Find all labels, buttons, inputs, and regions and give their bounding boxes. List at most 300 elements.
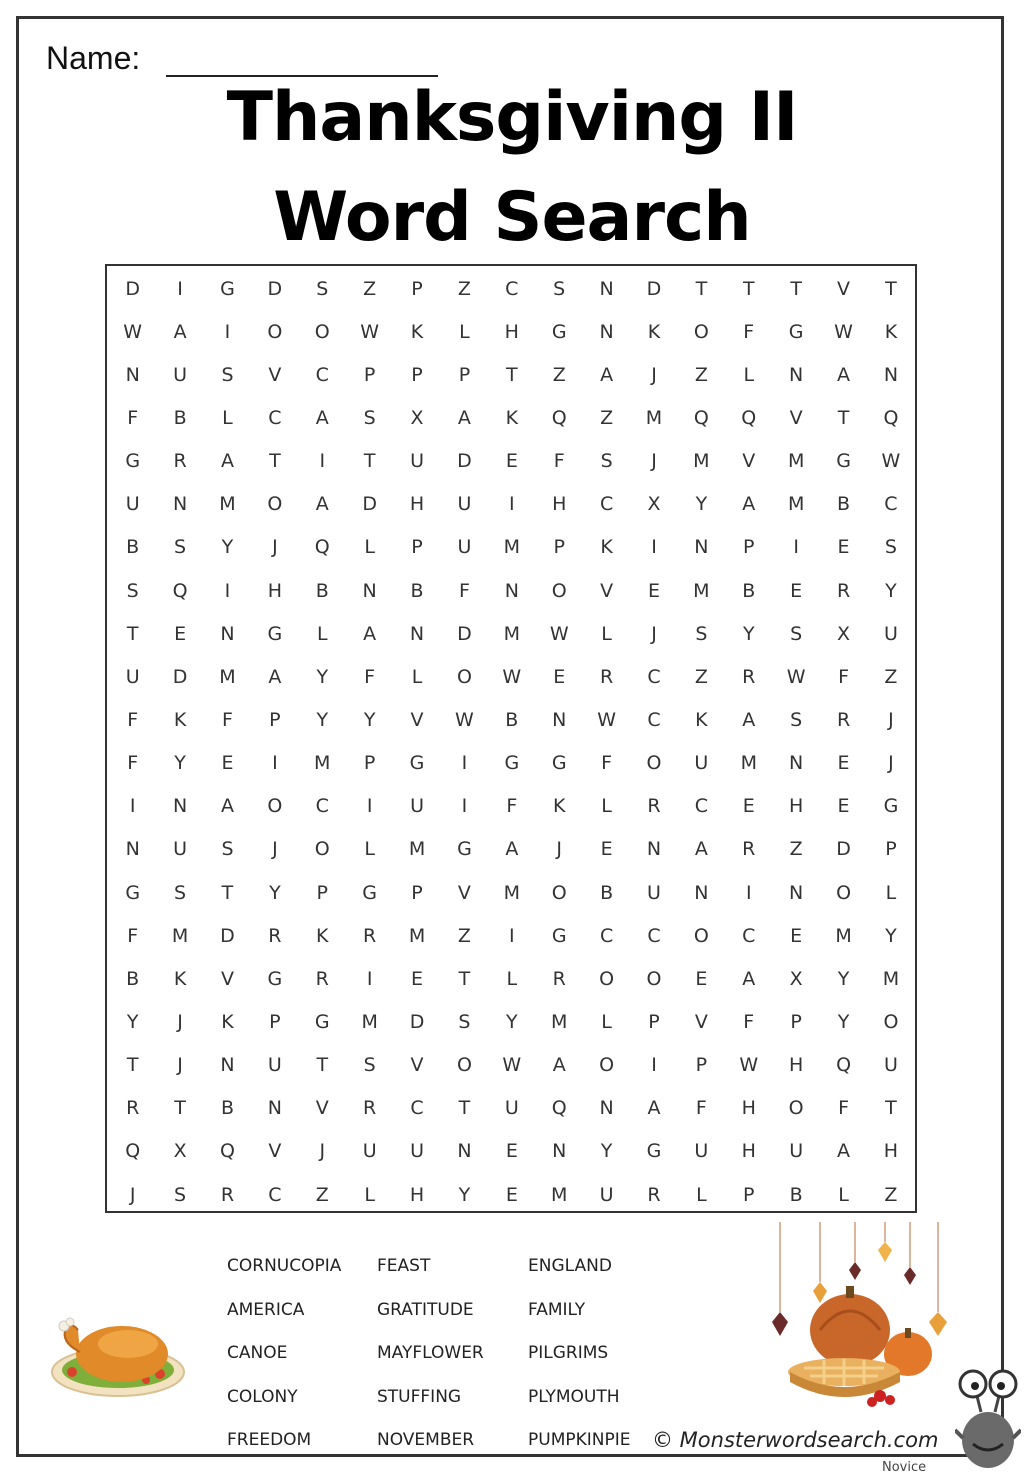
grid-letter[interactable]: Z bbox=[884, 665, 898, 688]
grid-letter[interactable]: R bbox=[742, 838, 756, 861]
grid-letter[interactable]: M bbox=[171, 924, 189, 947]
grid-letter[interactable]: G bbox=[220, 277, 235, 300]
grid-letter[interactable]: U bbox=[267, 1054, 282, 1077]
grid-letter[interactable]: Y bbox=[885, 924, 897, 947]
grid-letter[interactable]: U bbox=[647, 881, 661, 904]
grid-letter[interactable]: B bbox=[315, 579, 329, 602]
grid-letter[interactable]: R bbox=[363, 924, 377, 947]
grid-letter[interactable]: P bbox=[648, 1010, 660, 1033]
grid-letter[interactable]: E bbox=[553, 665, 566, 688]
grid-letter[interactable]: W bbox=[123, 320, 143, 343]
grid-letter[interactable]: J bbox=[888, 752, 894, 775]
grid-letter[interactable]: V bbox=[268, 363, 282, 386]
grid-letter[interactable]: R bbox=[363, 1097, 377, 1120]
grid-letter[interactable]: I bbox=[129, 795, 136, 818]
grid-letter[interactable]: Y bbox=[363, 708, 376, 731]
grid-letter[interactable]: K bbox=[173, 708, 187, 731]
grid-letter[interactable]: Y bbox=[126, 1010, 139, 1033]
grid-letter[interactable]: Q bbox=[693, 406, 709, 429]
grid-letter[interactable]: N bbox=[599, 277, 614, 300]
grid-letter[interactable]: G bbox=[125, 450, 141, 473]
grid-letter[interactable]: F bbox=[127, 406, 139, 429]
grid-letter[interactable]: K bbox=[505, 406, 519, 429]
grid-letter[interactable]: V bbox=[410, 708, 424, 731]
grid-letter[interactable]: U bbox=[362, 1140, 377, 1163]
grid-letter[interactable]: R bbox=[600, 665, 614, 688]
grid-letter[interactable]: S bbox=[126, 579, 139, 602]
grid-letter[interactable]: Q bbox=[836, 1054, 852, 1077]
grid-letter[interactable]: G bbox=[551, 924, 567, 947]
grid-letter[interactable]: N bbox=[694, 881, 709, 904]
grid-letter[interactable]: X bbox=[837, 622, 851, 645]
grid-letter[interactable]: I bbox=[224, 579, 231, 602]
grid-letter[interactable]: R bbox=[647, 795, 661, 818]
grid-letter[interactable]: W bbox=[502, 1054, 522, 1077]
grid-letter[interactable]: H bbox=[409, 493, 425, 516]
grid-letter[interactable]: H bbox=[552, 493, 567, 516]
grid-letter[interactable]: S bbox=[174, 881, 187, 904]
grid-letter[interactable]: V bbox=[220, 967, 234, 990]
grid-letter[interactable]: N bbox=[125, 838, 140, 861]
grid-letter[interactable]: U bbox=[410, 450, 424, 473]
grid-letter[interactable]: E bbox=[505, 1140, 518, 1163]
grid-letter[interactable]: D bbox=[267, 277, 283, 300]
grid-letter[interactable]: L bbox=[316, 622, 328, 645]
grid-letter[interactable]: T bbox=[506, 363, 518, 386]
grid-letter[interactable]: I bbox=[319, 450, 326, 473]
grid-letter[interactable]: M bbox=[835, 924, 852, 947]
grid-letter[interactable]: X bbox=[410, 406, 424, 429]
grid-letter[interactable]: F bbox=[695, 1097, 707, 1120]
grid-letter[interactable]: N bbox=[599, 320, 614, 343]
grid-letter[interactable]: F bbox=[364, 665, 376, 688]
grid-letter[interactable]: O bbox=[267, 493, 283, 516]
grid-letter[interactable]: P bbox=[885, 838, 897, 861]
grid-letter[interactable]: Q bbox=[883, 406, 899, 429]
grid-letter[interactable]: N bbox=[267, 1097, 282, 1120]
grid-letter[interactable]: L bbox=[459, 320, 470, 343]
grid-letter[interactable]: U bbox=[694, 1140, 709, 1163]
grid-letter[interactable]: Y bbox=[221, 536, 234, 559]
grid-letter[interactable]: A bbox=[220, 450, 234, 473]
grid-letter[interactable]: W bbox=[786, 665, 806, 688]
grid-letter[interactable]: E bbox=[837, 752, 850, 775]
grid-letter[interactable]: D bbox=[220, 924, 235, 947]
grid-letter[interactable]: G bbox=[788, 320, 804, 343]
grid-letter[interactable]: P bbox=[269, 708, 281, 731]
grid-letter[interactable]: T bbox=[316, 1054, 329, 1077]
grid-letter[interactable]: D bbox=[172, 665, 188, 688]
grid-letter[interactable]: A bbox=[837, 1140, 851, 1163]
grid-letter[interactable]: O bbox=[267, 795, 283, 818]
grid-letter[interactable]: T bbox=[221, 881, 234, 904]
grid-letter[interactable]: K bbox=[410, 320, 424, 343]
grid-letter[interactable]: U bbox=[410, 1140, 424, 1163]
grid-letter[interactable]: D bbox=[836, 838, 851, 861]
grid-letter[interactable]: K bbox=[173, 967, 187, 990]
grid-letter[interactable]: R bbox=[268, 924, 282, 947]
grid-letter[interactable]: Y bbox=[695, 493, 708, 516]
grid-letter[interactable]: A bbox=[742, 493, 756, 516]
grid-letter[interactable]: O bbox=[267, 320, 283, 343]
grid-letter[interactable]: B bbox=[173, 406, 187, 429]
grid-letter[interactable]: D bbox=[125, 277, 141, 300]
grid-letter[interactable]: T bbox=[742, 277, 755, 300]
grid-letter[interactable]: N bbox=[220, 1054, 235, 1077]
grid-letter[interactable]: B bbox=[505, 708, 519, 731]
grid-letter[interactable]: X bbox=[173, 1140, 187, 1163]
grid-letter[interactable]: W bbox=[360, 320, 380, 343]
grid-letter[interactable]: P bbox=[411, 277, 423, 300]
grid-letter[interactable]: H bbox=[883, 1140, 899, 1163]
grid-letter[interactable]: G bbox=[409, 752, 425, 775]
grid-letter[interactable]: K bbox=[316, 924, 329, 947]
grid-letter[interactable]: U bbox=[173, 838, 188, 861]
grid-letter[interactable]: O bbox=[836, 881, 852, 904]
grid-letter[interactable]: A bbox=[742, 967, 756, 990]
grid-letter[interactable]: M bbox=[551, 1183, 568, 1206]
grid-letter[interactable]: O bbox=[314, 838, 330, 861]
grid-letter[interactable]: P bbox=[790, 1010, 802, 1033]
grid-letter[interactable]: L bbox=[696, 1183, 707, 1206]
grid-letter[interactable]: E bbox=[411, 967, 424, 990]
grid-letter[interactable]: O bbox=[599, 967, 615, 990]
grid-letter[interactable]: Y bbox=[506, 1010, 518, 1033]
grid-letter[interactable]: H bbox=[789, 795, 804, 818]
grid-letter[interactable]: F bbox=[553, 450, 565, 473]
grid-letter[interactable]: Z bbox=[694, 363, 708, 386]
grid-letter[interactable]: N bbox=[883, 363, 899, 386]
grid-letter[interactable]: J bbox=[888, 708, 894, 731]
grid-letter[interactable]: R bbox=[552, 967, 566, 990]
grid-letter[interactable]: A bbox=[315, 493, 329, 516]
grid-letter[interactable]: M bbox=[408, 838, 426, 861]
grid-letter[interactable]: O bbox=[646, 752, 662, 775]
grid-letter[interactable]: E bbox=[790, 924, 803, 947]
grid-letter[interactable]: S bbox=[600, 450, 613, 473]
grid-letter[interactable]: J bbox=[272, 838, 278, 861]
grid-letter[interactable]: A bbox=[363, 622, 377, 645]
grid-letter[interactable]: L bbox=[601, 622, 612, 645]
grid-letter[interactable]: N bbox=[504, 579, 519, 602]
grid-letter[interactable]: P bbox=[553, 536, 565, 559]
grid-letter[interactable]: A bbox=[268, 665, 282, 688]
grid-letter[interactable]: L bbox=[601, 1010, 612, 1033]
grid-letter[interactable]: Q bbox=[125, 1140, 141, 1163]
grid-letter[interactable]: W bbox=[739, 1054, 759, 1077]
grid-letter[interactable]: I bbox=[793, 536, 799, 559]
grid-letter[interactable]: Q bbox=[551, 1097, 567, 1120]
grid-letter[interactable]: P bbox=[743, 536, 755, 559]
grid-letter[interactable]: C bbox=[647, 665, 661, 688]
grid-letter[interactable]: C bbox=[315, 795, 329, 818]
grid-letter[interactable]: U bbox=[694, 752, 709, 775]
grid-letter[interactable]: I bbox=[177, 277, 183, 300]
grid-letter[interactable]: S bbox=[695, 622, 708, 645]
grid-letter[interactable]: N bbox=[789, 363, 804, 386]
grid-letter[interactable]: V bbox=[837, 277, 851, 300]
grid-letter[interactable]: J bbox=[319, 1140, 326, 1163]
grid-letter[interactable]: O bbox=[314, 320, 330, 343]
grid-letter[interactable]: K bbox=[884, 320, 898, 343]
grid-letter[interactable]: N bbox=[172, 493, 188, 516]
grid-letter[interactable]: E bbox=[837, 536, 850, 559]
grid-letter[interactable]: J bbox=[129, 1183, 136, 1206]
grid-letter[interactable]: W bbox=[881, 450, 901, 473]
grid-letter[interactable]: J bbox=[651, 622, 657, 645]
grid-letter[interactable]: K bbox=[552, 795, 566, 818]
grid-letter[interactable]: O bbox=[646, 967, 662, 990]
grid-letter[interactable]: A bbox=[647, 1097, 661, 1120]
grid-letter[interactable]: U bbox=[125, 493, 140, 516]
grid-letter[interactable]: M bbox=[314, 752, 331, 775]
grid-letter[interactable]: S bbox=[458, 1010, 471, 1033]
grid-letter[interactable]: B bbox=[126, 967, 140, 990]
grid-letter[interactable]: M bbox=[503, 622, 521, 645]
grid-letter[interactable]: Z bbox=[694, 665, 708, 688]
grid-letter[interactable]: A bbox=[837, 363, 851, 386]
grid-letter[interactable]: I bbox=[366, 967, 373, 990]
grid-letter[interactable]: T bbox=[458, 1097, 471, 1120]
grid-letter[interactable]: C bbox=[410, 1097, 424, 1120]
grid-letter[interactable]: M bbox=[693, 450, 710, 473]
grid-letter[interactable]: P bbox=[316, 881, 328, 904]
grid-letter[interactable]: F bbox=[838, 665, 850, 688]
grid-letter[interactable]: I bbox=[509, 493, 515, 516]
grid-letter[interactable]: H bbox=[741, 1097, 756, 1120]
grid-letter[interactable]: K bbox=[600, 536, 613, 559]
grid-letter[interactable]: A bbox=[694, 838, 708, 861]
grid-letter[interactable]: G bbox=[836, 450, 851, 473]
grid-letter[interactable]: P bbox=[411, 363, 423, 386]
grid-letter[interactable]: Q bbox=[219, 1140, 235, 1163]
grid-letter[interactable]: T bbox=[695, 277, 708, 300]
grid-letter[interactable]: Z bbox=[457, 924, 471, 947]
grid-letter[interactable]: I bbox=[651, 536, 657, 559]
grid-letter[interactable]: B bbox=[837, 493, 851, 516]
grid-letter[interactable]: Y bbox=[837, 1010, 850, 1033]
grid-letter[interactable]: G bbox=[646, 1140, 662, 1163]
grid-letter[interactable]: V bbox=[457, 881, 471, 904]
grid-letter[interactable]: I bbox=[461, 795, 468, 818]
grid-letter[interactable]: G bbox=[883, 795, 899, 818]
grid-letter[interactable]: I bbox=[224, 320, 231, 343]
grid-letter[interactable]: R bbox=[173, 450, 187, 473]
grid-letter[interactable]: T bbox=[126, 622, 139, 645]
grid-letter[interactable]: M bbox=[882, 967, 900, 990]
grid-letter[interactable]: M bbox=[787, 493, 805, 516]
grid-letter[interactable]: F bbox=[838, 1097, 850, 1120]
grid-letter[interactable]: T bbox=[790, 277, 802, 300]
grid-letter[interactable]: O bbox=[693, 924, 709, 947]
grid-letter[interactable]: N bbox=[409, 622, 425, 645]
grid-letter[interactable]: Y bbox=[837, 967, 850, 990]
grid-letter[interactable]: R bbox=[315, 967, 329, 990]
grid-letter[interactable]: U bbox=[883, 1054, 898, 1077]
grid-letter[interactable]: T bbox=[458, 967, 471, 990]
grid-letter[interactable]: S bbox=[363, 1054, 376, 1077]
grid-letter[interactable]: A bbox=[552, 1054, 566, 1077]
grid-letter[interactable]: P bbox=[363, 752, 376, 775]
grid-letter[interactable]: W bbox=[597, 708, 616, 731]
grid-letter[interactable]: L bbox=[506, 967, 518, 990]
grid-letter[interactable]: F bbox=[127, 752, 139, 775]
grid-letter[interactable]: U bbox=[789, 1140, 804, 1163]
grid-letter[interactable]: Y bbox=[885, 579, 897, 602]
grid-letter[interactable]: M bbox=[219, 493, 236, 516]
grid-letter[interactable]: U bbox=[410, 795, 424, 818]
grid-letter[interactable]: F bbox=[743, 1010, 755, 1033]
grid-letter[interactable]: P bbox=[269, 1010, 281, 1033]
grid-letter[interactable]: J bbox=[651, 363, 657, 386]
grid-letter[interactable]: R bbox=[220, 1183, 235, 1206]
grid-letter[interactable]: Z bbox=[552, 363, 566, 386]
grid-letter[interactable]: Q bbox=[741, 406, 757, 429]
grid-letter[interactable]: P bbox=[363, 363, 376, 386]
grid-letter[interactable]: E bbox=[647, 579, 660, 602]
grid-letter[interactable]: C bbox=[315, 363, 329, 386]
grid-letter[interactable]: E bbox=[790, 579, 803, 602]
grid-letter[interactable]: H bbox=[267, 579, 283, 602]
grid-letter[interactable]: U bbox=[457, 536, 472, 559]
grid-letter[interactable]: M bbox=[361, 1010, 378, 1033]
grid-letter[interactable]: Z bbox=[363, 277, 377, 300]
grid-letter[interactable]: U bbox=[125, 665, 140, 688]
grid-letter[interactable]: I bbox=[745, 881, 752, 904]
grid-letter[interactable]: I bbox=[366, 795, 373, 818]
grid-letter[interactable]: C bbox=[599, 924, 614, 947]
grid-letter[interactable]: M bbox=[219, 665, 236, 688]
grid-letter[interactable]: N bbox=[552, 708, 567, 731]
grid-letter[interactable]: D bbox=[646, 277, 662, 300]
grid-letter[interactable]: L bbox=[885, 881, 897, 904]
grid-letter[interactable]: C bbox=[647, 708, 661, 731]
grid-letter[interactable]: S bbox=[316, 277, 329, 300]
grid-letter[interactable]: H bbox=[789, 1054, 804, 1077]
grid-letter[interactable]: F bbox=[222, 708, 233, 731]
grid-letter[interactable]: A bbox=[505, 838, 519, 861]
grid-letter[interactable]: H bbox=[741, 1140, 756, 1163]
grid-letter[interactable]: O bbox=[456, 1054, 472, 1077]
grid-letter[interactable]: E bbox=[837, 795, 850, 818]
grid-letter[interactable]: B bbox=[600, 881, 614, 904]
grid-letter[interactable]: U bbox=[173, 363, 188, 386]
grid-letter[interactable]: F bbox=[743, 320, 755, 343]
grid-letter[interactable]: J bbox=[177, 1010, 183, 1033]
grid-letter[interactable]: I bbox=[461, 752, 468, 775]
grid-letter[interactable]: F bbox=[127, 708, 139, 731]
grid-letter[interactable]: P bbox=[411, 536, 423, 559]
grid-letter[interactable]: C bbox=[647, 924, 661, 947]
grid-letter[interactable]: N bbox=[552, 1140, 567, 1163]
grid-letter[interactable]: G bbox=[457, 838, 472, 861]
grid-letter[interactable]: W bbox=[455, 708, 474, 731]
grid-letter[interactable]: A bbox=[600, 363, 614, 386]
grid-letter[interactable]: J bbox=[651, 450, 657, 473]
grid-letter[interactable]: S bbox=[363, 406, 376, 429]
grid-letter[interactable]: U bbox=[457, 493, 472, 516]
grid-letter[interactable]: A bbox=[742, 708, 756, 731]
grid-letter[interactable]: D bbox=[409, 1010, 425, 1033]
grid-letter[interactable]: M bbox=[408, 924, 426, 947]
grid-letter[interactable]: T bbox=[885, 1097, 897, 1120]
grid-letter[interactable]: V bbox=[789, 406, 803, 429]
grid-letter[interactable]: R bbox=[836, 708, 851, 731]
grid-letter[interactable]: X bbox=[647, 493, 661, 516]
grid-letter[interactable]: G bbox=[267, 622, 283, 645]
grid-letter[interactable]: N bbox=[789, 881, 804, 904]
grid-letter[interactable]: A bbox=[220, 795, 234, 818]
grid-letter[interactable]: V bbox=[268, 1140, 282, 1163]
grid-letter[interactable]: S bbox=[221, 363, 234, 386]
grid-letter[interactable]: O bbox=[883, 1010, 899, 1033]
grid-letter[interactable]: C bbox=[505, 277, 519, 300]
grid-letter[interactable]: N bbox=[599, 1097, 614, 1120]
grid-letter[interactable]: L bbox=[838, 1183, 849, 1206]
grid-letter[interactable]: J bbox=[272, 536, 278, 559]
grid-letter[interactable]: T bbox=[269, 450, 281, 473]
grid-letter[interactable]: B bbox=[410, 579, 424, 602]
grid-letter[interactable]: A bbox=[315, 406, 329, 429]
grid-letter[interactable]: O bbox=[599, 1054, 615, 1077]
grid-letter[interactable]: N bbox=[457, 1140, 472, 1163]
grid-letter[interactable]: O bbox=[788, 1097, 804, 1120]
grid-letter[interactable]: Y bbox=[742, 622, 755, 645]
grid-letter[interactable]: E bbox=[742, 795, 755, 818]
grid-letter[interactable]: K bbox=[695, 708, 708, 731]
grid-letter[interactable]: F bbox=[458, 579, 470, 602]
grid-letter[interactable]: H bbox=[409, 1183, 425, 1206]
grid-letter[interactable]: C bbox=[742, 924, 756, 947]
grid-letter[interactable]: F bbox=[601, 752, 613, 775]
grid-letter[interactable]: L bbox=[411, 665, 423, 688]
grid-letter[interactable]: M bbox=[740, 752, 757, 775]
grid-letter[interactable]: P bbox=[695, 1054, 708, 1077]
grid-letter[interactable]: G bbox=[125, 881, 141, 904]
grid-letter[interactable]: Y bbox=[174, 752, 186, 775]
grid-letter[interactable]: K bbox=[221, 1010, 234, 1033]
grid-letter[interactable]: Y bbox=[458, 1183, 471, 1206]
grid-letter[interactable]: X bbox=[789, 967, 803, 990]
grid-letter[interactable]: B bbox=[220, 1097, 234, 1120]
grid-letter[interactable]: N bbox=[220, 622, 235, 645]
grid-letter[interactable]: Y bbox=[600, 1140, 613, 1163]
grid-letter[interactable]: E bbox=[505, 1183, 518, 1206]
grid-letter[interactable]: P bbox=[458, 363, 471, 386]
grid-letter[interactable]: S bbox=[221, 838, 234, 861]
grid-letter[interactable]: N bbox=[646, 838, 662, 861]
grid-letter[interactable]: T bbox=[126, 1054, 139, 1077]
grid-letter[interactable]: T bbox=[363, 450, 376, 473]
grid-letter[interactable]: N bbox=[362, 579, 377, 602]
grid-letter[interactable]: C bbox=[268, 406, 282, 429]
grid-letter[interactable]: U bbox=[599, 1183, 614, 1206]
grid-letter[interactable]: S bbox=[553, 277, 566, 300]
grid-letter[interactable]: D bbox=[457, 450, 472, 473]
grid-letter[interactable]: L bbox=[364, 838, 375, 861]
grid-letter[interactable]: W bbox=[834, 320, 853, 343]
grid-letter[interactable]: Z bbox=[600, 406, 614, 429]
grid-letter[interactable]: T bbox=[885, 277, 897, 300]
grid-letter[interactable]: O bbox=[551, 579, 567, 602]
grid-letter[interactable]: H bbox=[504, 320, 519, 343]
grid-letter[interactable]: G bbox=[362, 881, 378, 904]
grid-letter[interactable]: G bbox=[551, 320, 567, 343]
grid-letter[interactable]: V bbox=[315, 1097, 329, 1120]
grid-letter[interactable]: L bbox=[743, 363, 755, 386]
grid-letter[interactable]: E bbox=[695, 967, 708, 990]
grid-letter[interactable]: M bbox=[551, 1010, 568, 1033]
